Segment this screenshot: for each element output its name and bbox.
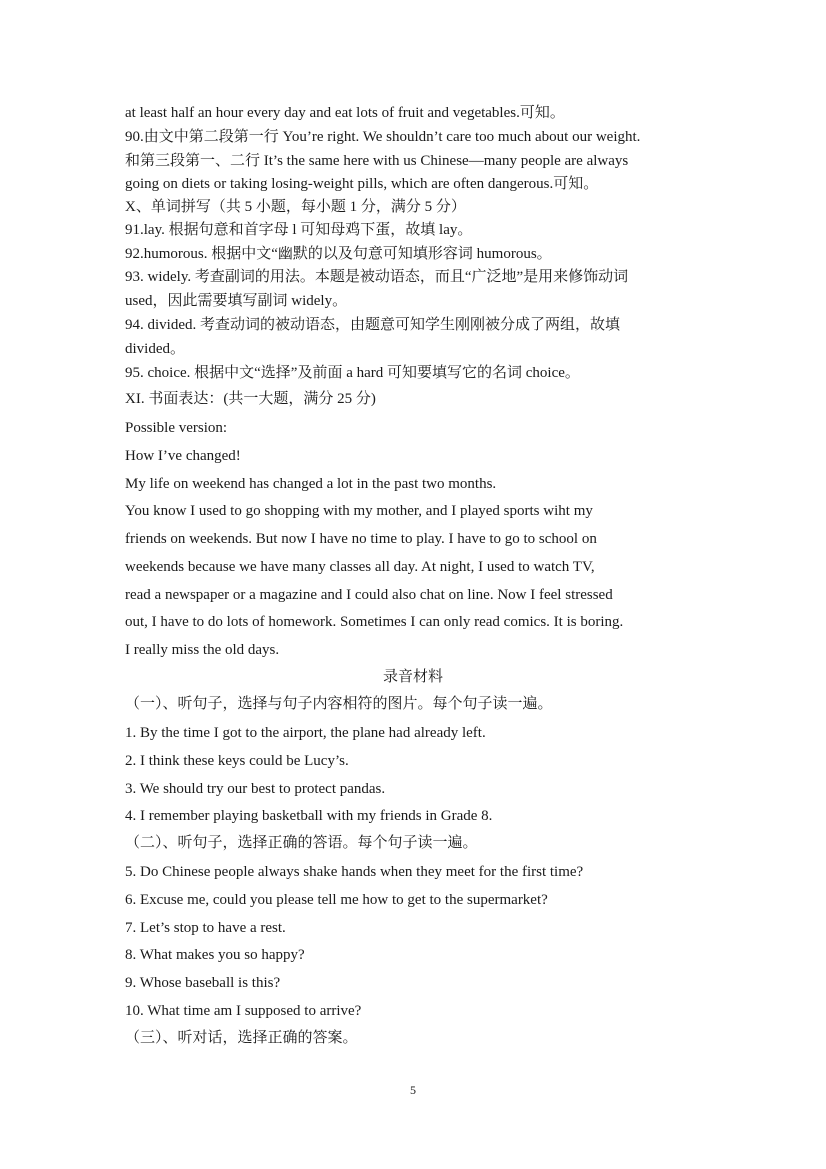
text-line: 93. widely. 考查副词的用法。本题是被动语态，而且“广泛地”是用来修饰动词 — [125, 269, 629, 285]
text-line: used，因此需要填写副词 widely。 — [125, 293, 348, 309]
text-line: 92.humorous. 根据中文“幽默的以及句意可知填形容词 humorous。 — [125, 246, 552, 262]
text-line: 和第三段第一、二行 It’s the same here with us Chinese—many people are always — [125, 153, 629, 169]
text-line: at least half an hour every day and eat lots of fruit and vegetables.可知。 — [125, 105, 565, 121]
text-line: 8. What makes you so happy? — [125, 947, 305, 963]
text-line: 3. We should try our best to protect pandas. — [125, 781, 386, 797]
section-heading: （一）、听句子，选择与句子内容相符的图片。每个句子读一遍。 — [125, 696, 553, 712]
text-line: 10. What time am I supposed to arrive? — [125, 1003, 362, 1019]
text-line: divided。 — [125, 341, 185, 357]
text-line: Possible version: — [125, 420, 228, 436]
section-heading: （二）、听句子，选择正确的答语。每个句子读一遍。 — [125, 835, 478, 851]
text-line: 90.由文中第二段第一行 You’re right. We shouldn’t care too much about our weight. — [125, 129, 641, 145]
essay-title: How I’ve changed! — [125, 448, 241, 464]
text-line: going on diets or taking losing-weight pills, which are often dangerous.可知。 — [125, 176, 599, 192]
text-line: 91.lay. 根据句意和首字母 l 可知母鸡下蛋，故填 lay。 — [125, 222, 473, 238]
text-line: You know I used to go shopping with my mother, and I played sports wiht my — [125, 503, 593, 519]
page-number: 5 — [410, 1083, 416, 1097]
text-line: 6. Excuse me, could you please tell me how to get to the supermarket? — [125, 892, 548, 908]
section-heading: X、单词拼写（共 5 小题，每小题 1 分，满分 5 分） — [125, 199, 466, 215]
text-line: 4. I remember playing basketball with my friends in Grade 8. — [125, 808, 493, 824]
text-line: 9. Whose baseball is this? — [125, 975, 281, 991]
text-line: read a newspaper or a magazine and I could also chat on line. Now I feel stressed — [125, 587, 613, 603]
text-line: 2. I think these keys could be Lucy’s. — [125, 753, 349, 769]
section-heading: XI. 书面表达：(共一大题，满分 25 分) — [125, 391, 376, 407]
text-line: I really miss the old days. — [125, 642, 280, 658]
text-line: 94. divided. 考查动词的被动语态，由题意可知学生刚刚被分成了两组，故填 — [125, 317, 620, 333]
text-line: 1. By the time I got to the airport, the plane had already left. — [125, 725, 486, 741]
text-line: friends on weekends. But now I have no time to play. I have to go to school on — [125, 531, 597, 547]
section-title: 录音材料 — [382, 669, 443, 685]
text-line: My life on weekend has changed a lot in the past two months. — [125, 476, 497, 492]
text-line: out, I have to do lots of homework. Sometimes I can only read comics. It is boring. — [125, 614, 624, 630]
section-heading: （三）、听对话，选择正确的答案。 — [125, 1030, 358, 1046]
text-line: 5. Do Chinese people always shake hands when they meet for the first time? — [125, 864, 584, 880]
text-line: 7. Let’s stop to have a rest. — [125, 920, 286, 936]
text-line: 95. choice. 根据中文“选择”及前面 a hard 可知要填写它的名词 choice。 — [125, 365, 580, 381]
text-line: weekends because we have many classes all day. At night, I used to watch TV, — [125, 559, 595, 575]
